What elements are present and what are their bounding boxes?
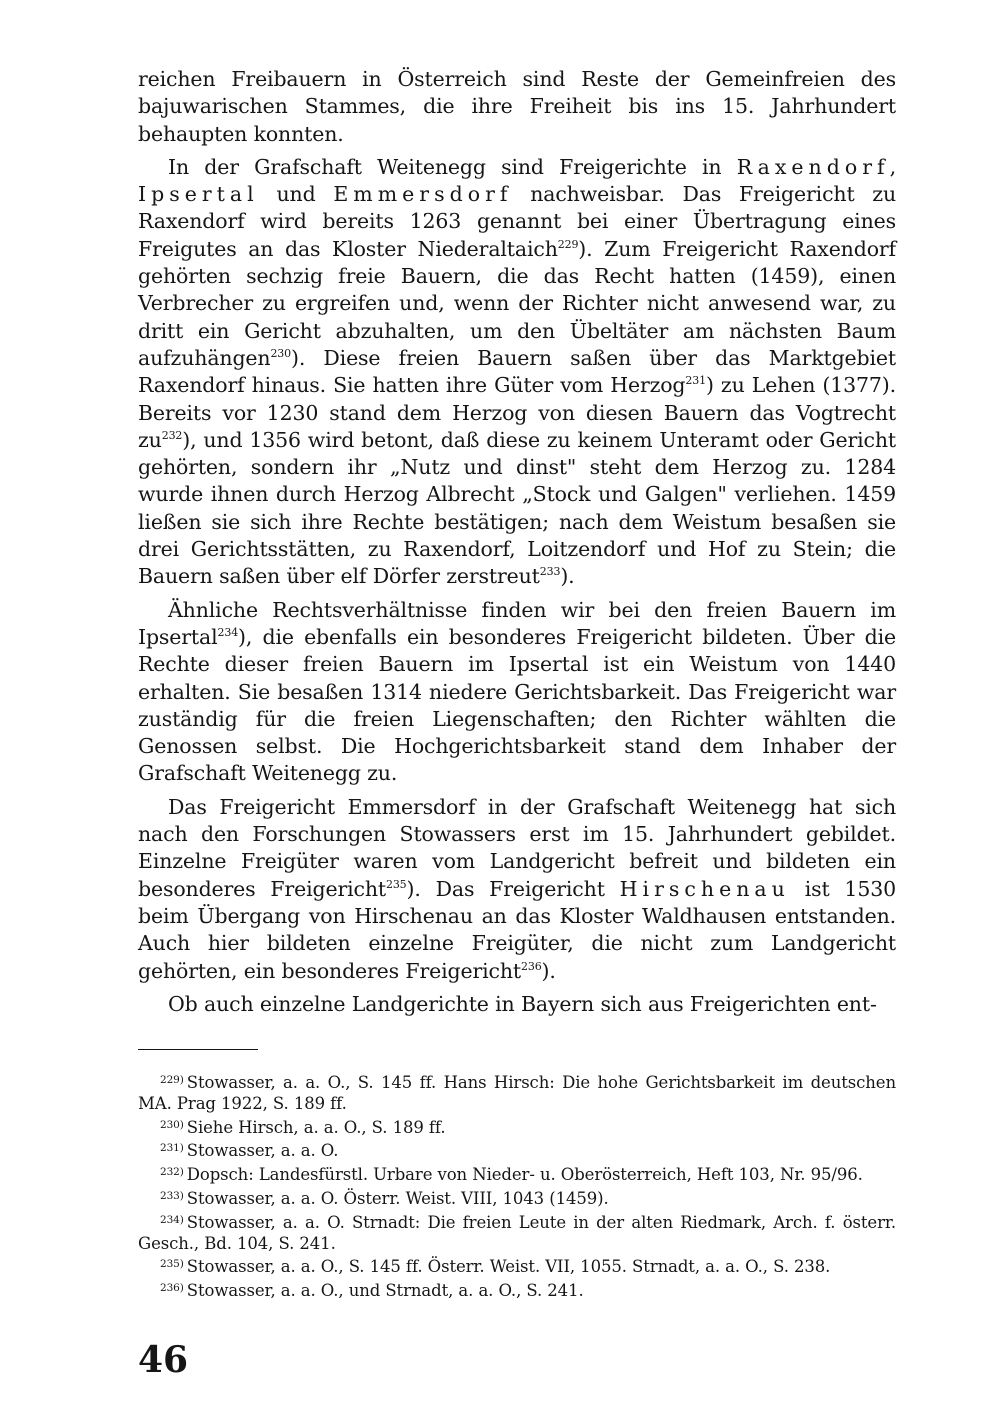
footnote [138,1278,896,1302]
footnote-number: 234) [160,1213,184,1226]
footnote-number: 230) [160,1118,184,1131]
footnote-text: Stowasser, a. a. O. [186,1141,339,1161]
main-text [138,66,896,1018]
footnote [138,1186,896,1210]
footnote-ref: 233 [539,565,561,579]
footnotes [138,1070,896,1302]
footnote-ref: 234 [217,625,239,639]
text-run: und [258,182,334,207]
text-run: nachweisbar. Das Freigericht zu Raxendorf wird bereits 1263 genannt bei einer Übertragung eines Freigutes an das Kloster Niederaltaich [138,182,897,261]
footnote-number: 232) [160,1166,184,1179]
paragraph-1: reichen Freibauern in Österreich sind Reste der Gemeinfreien des bajuwarischen Stammes, die ihre Freiheit bis ins 15. Jahrhundert behaupten konnten. [138,67,896,146]
page-number: 46 [138,1339,189,1381]
place-name-ipsertal: Ipsertal [138,182,259,207]
text-run: In der Grafschaft Weitenegg sind Freigerichte in [168,154,737,179]
footnote-number: 233) [160,1189,184,1202]
footnote-text: Stowasser, a. a. O., und Strnadt, a. a. O., S. 241. [186,1281,584,1301]
footnote-text: Stowasser, a. a. O., S. 145 ff. Hans Hirsch: Die hohe Gerichtsbarkeit im deutschen MA. Prag 1922, S. 189 ff. [138,1073,896,1113]
text-run: ), und 1356 wird betont, daß diese zu keinem Unteramt oder Gericht gehörten, sondern ihr „Nutz und dinst" steht dem Herzog zu. 1284 wurde ihnen durch Herzog Albrecht „Stock und Galgen" verliehen. 1459 ließen sie sich ihre Rechte bestätigen; nach dem Weistum besaßen sie drei Gerichtsstätten, zu Raxendorf, Loitzendorf und Hof zu Stein; die Bauern saßen über elf Dörfer zerstreut [138,427,896,589]
text-run: Das Freigericht Emmersdorf in der Grafschaft Weitenegg hat sich nach den Forschungen Stowassers erst im 15. Jahrhundert gebildet. Einzelne Freigüter waren vom Landgericht befreit und bildeten ein besonderes Freigericht [138,794,896,901]
footnote-ref: 229 [557,237,579,251]
paragraph-4 [138,794,896,985]
footnote-text: Stowasser, a. a. O. Österr. Weist. VIII, 1043 (1459). [186,1188,609,1208]
footnote [138,1254,896,1278]
place-name-raxendorf: Raxendorf [736,154,890,179]
footnote-text: Siehe Hirsch, a. a. O., S. 189 ff. [186,1117,446,1137]
paragraph-5: Ob auch einzelne Landgerichte in Bayern sich aus Freigerichten ent- [168,991,877,1016]
paragraph-3 [138,597,896,788]
footnote-ref: 235 [385,877,407,891]
footnote-text: Stowasser, a. a. O. Strnadt: Die freien Leute in der alten Riedmark, Arch. f. österr. Gesch., Bd. 104, S. 241. [138,1212,896,1253]
footnote-ref: 231 [685,374,706,388]
footnote-number: 229) [160,1074,184,1086]
text-run: ). Das Freigericht [406,876,620,901]
text-run: ) zu Lehen (1377). Bereits vor 1230 stand dem Herzog von diesen Bauern das Vogtrecht zu [138,373,896,452]
text-run: Ähnliche Rechtsverhältnisse finden wir bei den freien Bauern im Ipsertal [138,597,896,649]
text-run: ). Zum Freigericht Raxendorf gehörten sechzig freie Bauern, die das Recht hatten (1459), einen Verbrecher zu ergreifen und, wenn der Richter nicht anwesend war, zu dritt ein Gericht abzuhalten, um den Übeltäter am nächsten Baum aufzuhängen [138,236,896,370]
footnote-ref: 236 [521,959,542,973]
footnote-text: Dopsch: Landesfürstl. Urbare von Nieder- u. Oberösterreich, Heft 103, Nr. 95/96. [186,1165,863,1185]
footnote-number: 236) [160,1282,184,1295]
place-name-emmersdorf: Emmersdorf [333,182,513,207]
footnote-number: 235) [160,1258,184,1271]
text-run: , [889,154,896,179]
footnote [138,1115,896,1139]
paragraph-2 [138,154,896,591]
footnote-text: Stowasser, a. a. O., S. 145 ff. Österr. Weist. VII, 1055. Strnadt, a. a. O., S. 238. [186,1257,831,1277]
footnote [138,1210,896,1255]
text-run: ), die ebenfalls ein besonderes Freigericht bildeten. Über die Rechte dieser freien Bauern im Ipsertal ist ein Weistum von 1440 erhalten. Sie besaßen 1314 niedere Gerichtsbarkeit. Das Freigericht war zuständig für die freien Liegenschaften; den Richter wählten die Genossen selbst. Die Hochgerichtsbarkeit stand dem Inhaber der Grafschaft Weitenegg zu. [138,624,896,786]
footnote-ref: 230 [270,346,291,360]
footnote-divider [138,1049,258,1050]
footnote [138,1138,896,1162]
text-run: ist 1530 beim Übergang von Hirschenau an das Kloster Waldhausen entstanden. Auch hier bildeten einzelne Freigüter, die nicht zum Landgericht gehörten, ein besonderes Freigericht [138,876,896,983]
footnote-number: 231) [160,1142,184,1155]
footnote [138,1162,896,1186]
text-run: ). [560,564,575,589]
footnote-ref: 232 [161,428,183,442]
text-run: ). Diese freien Bauern saßen über das Marktgebiet Raxendorf hinaus. Sie hatten ihre Güter vom Herzog [138,345,896,398]
text-run: ). [541,958,556,983]
place-name-hirschenau: Hirschenau [619,876,790,901]
footnote [138,1070,896,1115]
